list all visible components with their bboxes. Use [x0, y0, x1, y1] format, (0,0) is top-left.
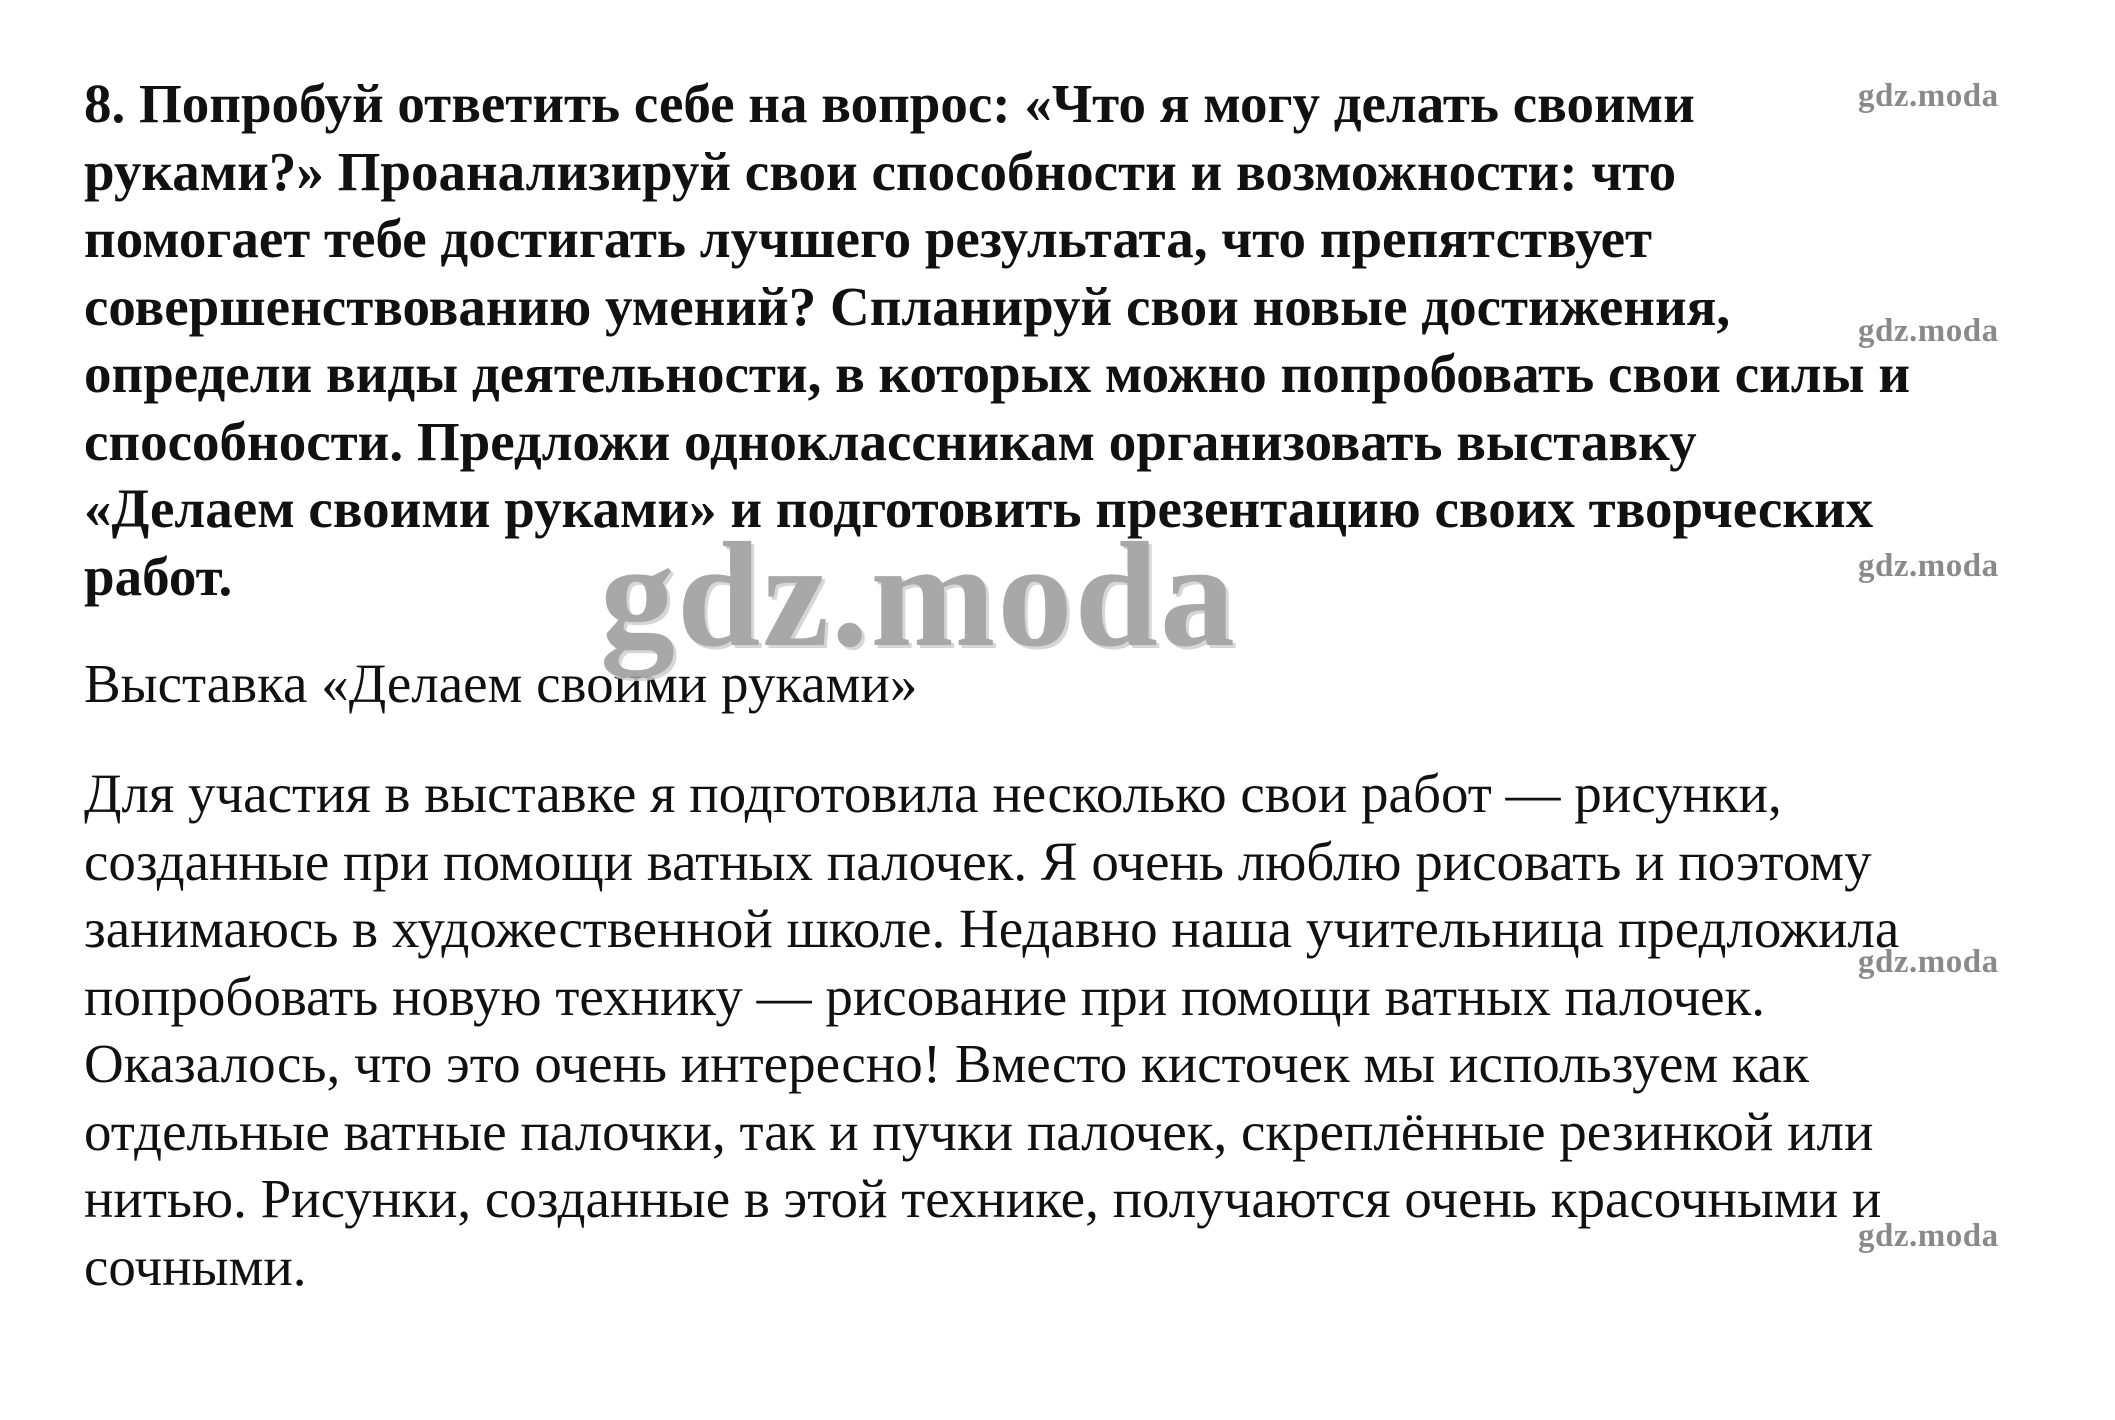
answer-text: Для участия в выставке я подготовила несколько свои работ — рисунки, созданные при помощи ватных палочек. Я очень люблю рисовать и поэтому занимаюсь в художественной школе. Недавно наша учительница предложила попробовать новую технику — рисование при помощи ватных палочек. Оказалось, что это очень интересно! Вместо кисточек мы используем как отдельные ватные палочки, так и пучки палочек, скреплённые резинкой или нитью. Рисунки, созданные в этой технике, получаются очень красочными и сочными. [84, 763, 1900, 1297]
watermark-small: gdz.moda [1858, 1218, 1999, 1254]
watermark-small: gdz.moda [1858, 944, 1999, 980]
task-text: 8. Попробуй ответить себе на вопрос: «Что я могу делать своими руками?» Проанализируй свои способности и возможности: что помогает тебе достигать лучшего результата, что препятствует совершенствованию умений? Спланируй свои новые достижения, определи виды деятельности, в которых можно попробовать свои силы и способности. Предложи одноклассникам организовать выставку «Делаем своими руками» и подготовить презентацию своих творческих работ. [84, 73, 1911, 607]
answer-title: Выставка «Делаем своими руками» [84, 653, 918, 714]
watermark-small: gdz.moda [1858, 78, 1999, 114]
watermark-small: gdz.moda [1858, 313, 1999, 349]
watermark-large: gdz.moda [600, 512, 1237, 678]
watermark-small: gdz.moda [1858, 548, 1999, 584]
